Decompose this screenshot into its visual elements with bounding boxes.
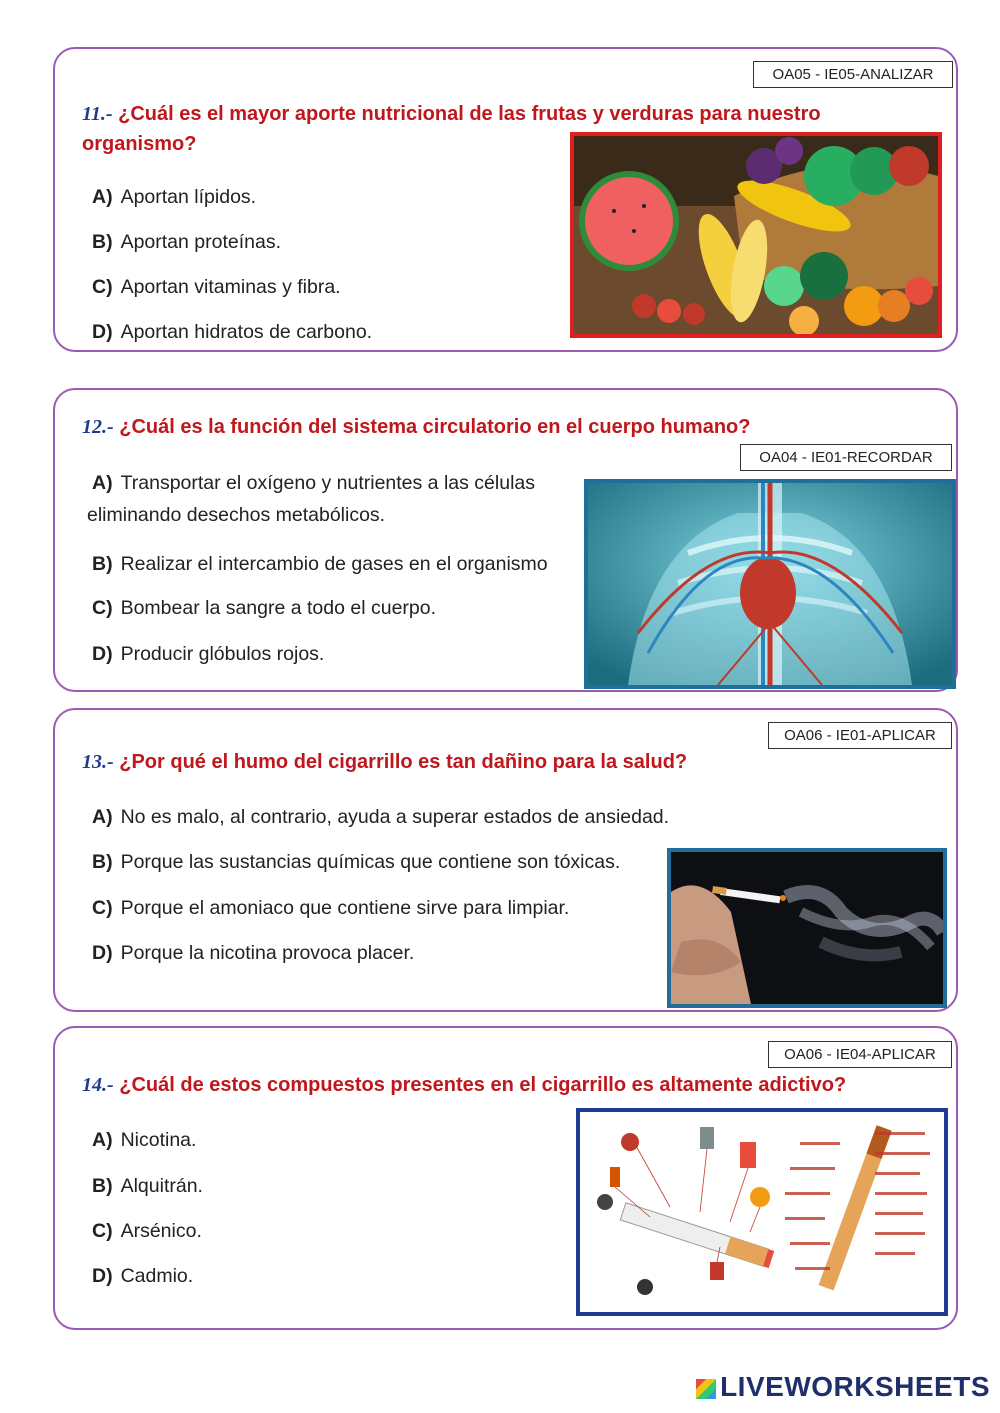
- objective-tag: OA06 - IE04-APLICAR: [768, 1041, 952, 1068]
- question-label: ¿Por qué el humo del cigarrillo es tan dañino para la salud?: [119, 751, 688, 773]
- option-text: Aportan vitaminas y fibra.: [120, 276, 341, 298]
- question-card-12: [53, 388, 958, 692]
- option-letter: C): [92, 276, 113, 298]
- option-b[interactable]: [92, 851, 620, 874]
- option-text: Arsénico.: [120, 1220, 202, 1242]
- option-text: Alquitrán.: [120, 1175, 203, 1197]
- option-a[interactable]: [92, 806, 669, 829]
- option-c[interactable]: [92, 897, 569, 920]
- objective-tag: OA05 - IE05-ANALIZAR: [753, 61, 953, 88]
- question-label: ¿Cuál es el mayor aporte nutricional de las frutas y verduras para nuestro organismo?: [82, 103, 821, 155]
- cigarette-smoke-image: [667, 848, 947, 1008]
- option-letter: C): [92, 597, 113, 619]
- option-text: Nicotina.: [120, 1129, 197, 1151]
- liveworksheets-logo: [696, 1371, 990, 1403]
- option-a[interactable]: [92, 472, 535, 495]
- option-a[interactable]: [92, 186, 256, 209]
- option-text: No es malo, al contrario, ayuda a superar estados de ansiedad.: [120, 806, 670, 828]
- option-letter: D): [92, 1265, 113, 1287]
- option-text: Realizar el intercambio de gases en el organismo: [120, 553, 548, 575]
- option-text: Porque las sustancias químicas que contiene son tóxicas.: [120, 851, 621, 873]
- question-text: [82, 412, 882, 442]
- option-text: Aportan hidratos de carbono.: [120, 321, 373, 343]
- option-d[interactable]: [92, 321, 372, 344]
- option-text: Cadmio.: [120, 1265, 194, 1287]
- question-card-13: [53, 708, 958, 1012]
- question-number: 11.-: [82, 103, 113, 125]
- option-c[interactable]: [92, 1220, 202, 1243]
- question-number: 13.-: [82, 751, 114, 773]
- option-text: Transportar el oxígeno y nutrientes a las células: [120, 472, 535, 494]
- option-d[interactable]: [92, 1265, 193, 1288]
- question-text: [82, 747, 882, 777]
- option-a-continuation: eliminando desechos metabólicos.: [87, 504, 386, 526]
- option-letter: B): [92, 553, 113, 575]
- option-text: Aportan proteínas.: [120, 231, 282, 253]
- question-number: 12.-: [82, 416, 114, 438]
- question-card-11: [53, 47, 958, 352]
- option-letter: D): [92, 942, 113, 964]
- question-label: ¿Cuál es la función del sistema circulatorio en el cuerpo humano?: [119, 416, 751, 438]
- option-letter: A): [92, 1129, 113, 1151]
- option-letter: D): [92, 321, 113, 343]
- question-card-14: [53, 1026, 958, 1330]
- question-number: 14.-: [82, 1074, 114, 1096]
- question-label: ¿Cuál de estos compuestos presentes en el cigarrillo es altamente adictivo?: [119, 1074, 847, 1096]
- option-text: Porque la nicotina provoca placer.: [120, 942, 415, 964]
- brand-icon: [696, 1379, 716, 1399]
- option-c[interactable]: [92, 276, 341, 299]
- option-letter: B): [92, 231, 113, 253]
- option-b[interactable]: [92, 231, 281, 254]
- fruits-vegetables-image: [570, 132, 942, 338]
- objective-tag: OA04 - IE01-RECORDAR: [740, 444, 952, 471]
- circulatory-system-image: [584, 479, 956, 689]
- option-letter: C): [92, 897, 113, 919]
- brand-text: LIVEWORKSHEETS: [720, 1371, 990, 1402]
- option-letter: A): [92, 806, 113, 828]
- option-a[interactable]: [92, 1129, 196, 1152]
- option-b[interactable]: [92, 1175, 203, 1198]
- option-letter: A): [92, 186, 113, 208]
- option-letter: B): [92, 851, 113, 873]
- option-d[interactable]: [92, 643, 324, 666]
- cigarette-compounds-diagram: [576, 1108, 948, 1316]
- option-letter: A): [92, 472, 113, 494]
- option-text: Bombear la sangre a todo el cuerpo.: [120, 597, 437, 619]
- option-text: Producir glóbulos rojos.: [120, 643, 325, 665]
- option-b[interactable]: [92, 553, 548, 576]
- option-letter: B): [92, 1175, 113, 1197]
- question-text: [82, 1070, 902, 1100]
- option-letter: C): [92, 1220, 113, 1242]
- option-text: Aportan lípidos.: [120, 186, 257, 208]
- option-letter: D): [92, 643, 113, 665]
- option-d[interactable]: [92, 942, 414, 965]
- objective-tag: OA06 - IE01-APLICAR: [768, 722, 952, 749]
- option-c[interactable]: [92, 597, 436, 620]
- option-text: Porque el amoniaco que contiene sirve para limpiar.: [120, 897, 570, 919]
